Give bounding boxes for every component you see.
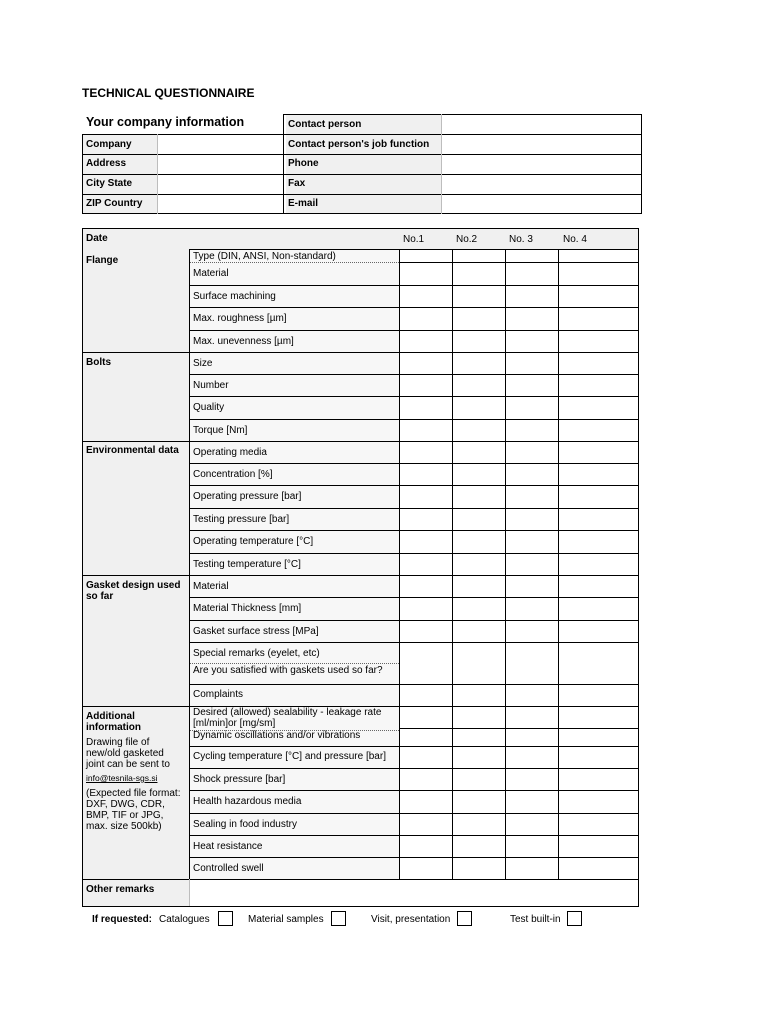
drawing-note-line3: joint can be sent to: [86, 759, 170, 770]
row-flange-type: Type (DIN, ANSI, Non-standard): [193, 251, 336, 262]
row-max-roughness: Max. roughness [µm]: [193, 313, 287, 324]
row-heat-resistance: Heat resistance: [193, 841, 263, 852]
row-bolt-number: Number: [193, 380, 229, 391]
material-samples-checkbox[interactable]: [331, 911, 346, 926]
column-no3: No. 3: [509, 234, 533, 245]
other-remarks-field[interactable]: [190, 880, 637, 905]
document-title: TECHNICAL QUESTIONNAIRE: [82, 86, 255, 100]
test-built-in-checkbox[interactable]: [567, 911, 582, 926]
catalogues-label: Catalogues: [159, 914, 210, 925]
visit-presentation-checkbox[interactable]: [457, 911, 472, 926]
contact-person-field[interactable]: [442, 115, 640, 133]
row-operating-media: Operating media: [193, 447, 267, 458]
row-food-industry: Sealing in food industry: [193, 819, 297, 830]
if-requested-label: If requested:: [92, 914, 153, 925]
date-label: Date: [86, 233, 108, 244]
row-bolt-quality: Quality: [193, 402, 225, 413]
email-field[interactable]: [442, 195, 640, 213]
row-controlled-swell: Controlled swell: [193, 863, 264, 874]
drawing-note-line1: Drawing file of: [86, 737, 150, 748]
row-shock-pressure: Shock pressure [bar]: [193, 774, 286, 785]
section-flange: Flange: [86, 255, 119, 266]
test-built-in-label: Test built-in: [510, 914, 561, 925]
file-format-line4: max. size 500kb): [86, 821, 162, 832]
date-field[interactable]: [190, 229, 398, 248]
row-satisfied: Are you satisfied with gaskets used so far?: [193, 665, 383, 676]
company-info-heading: Your company information: [86, 115, 245, 129]
row-max-unevenness: Max. unevenness [µm]: [193, 336, 294, 347]
section-bolts: Bolts: [86, 357, 111, 368]
row-operating-temperature: Operating temperature [°C]: [193, 536, 314, 547]
row-flange-material: Material: [193, 268, 229, 279]
catalogues-checkbox[interactable]: [218, 911, 233, 926]
column-no4: No. 4: [563, 234, 587, 245]
city-state-field[interactable]: [158, 175, 282, 193]
row-sealability-line1: Desired (allowed) sealability - leakage rate: [193, 707, 382, 718]
row-bolt-size: Size: [193, 358, 213, 369]
contact-person-label: Contact person: [288, 119, 362, 130]
other-remarks-label: Other remarks: [86, 884, 155, 895]
row-special-remarks: Special remarks (eyelet, etc): [193, 648, 320, 659]
section-additional: Additional information: [86, 711, 141, 733]
address-field[interactable]: [158, 155, 282, 173]
email-link[interactable]: info@tesnila-sgs.si: [86, 773, 158, 783]
row-testing-pressure: Testing pressure [bar]: [193, 514, 290, 525]
row-gasket-material: Material: [193, 581, 229, 592]
row-dynamic-oscillations: Dynamic oscillations and/or vibrations: [193, 730, 361, 741]
fax-field[interactable]: [442, 175, 640, 193]
visit-presentation-label: Visit, presentation: [371, 914, 451, 925]
zip-country-field[interactable]: [158, 195, 282, 213]
file-format-line1: (Expected file format:: [86, 788, 181, 799]
row-health-hazardous: Health hazardous media: [193, 796, 302, 807]
row-testing-temperature: Testing temperature [°C]: [193, 559, 301, 570]
city-state-label: City State: [86, 178, 133, 189]
section-gasket-design: Gasket design used so far: [86, 580, 181, 602]
column-no2: No.2: [456, 234, 478, 245]
company-field[interactable]: [158, 135, 282, 153]
job-function-field[interactable]: [442, 135, 640, 153]
phone-label: Phone: [288, 158, 319, 169]
phone-field[interactable]: [442, 155, 640, 173]
drawing-note-line2: new/old gasketed: [86, 748, 164, 759]
zip-country-label: ZIP Country: [86, 198, 143, 209]
company-label: Company: [86, 139, 132, 150]
row-surface-stress: Gasket surface stress [MPa]: [193, 626, 319, 637]
email-label: E-mail: [288, 198, 319, 209]
address-label: Address: [86, 158, 127, 169]
file-format-line3: BMP, TIF or JPG,: [86, 810, 164, 821]
column-no1: No.1: [403, 234, 425, 245]
row-material-thickness: Material Thickness [mm]: [193, 603, 302, 614]
section-environmental: Environmental data: [86, 445, 179, 456]
fax-label: Fax: [288, 178, 306, 189]
job-function-label: Contact person's job function: [288, 139, 430, 150]
row-bolt-torque: Torque [Nm]: [193, 425, 248, 436]
row-operating-pressure: Operating pressure [bar]: [193, 491, 302, 502]
file-format-line2: DXF, DWG, CDR,: [86, 799, 165, 810]
row-concentration: Concentration [%]: [193, 469, 273, 480]
row-sealability-line2: [ml/min]or [mg/sm]: [193, 718, 276, 729]
material-samples-label: Material samples: [248, 914, 324, 925]
row-complaints: Complaints: [193, 689, 244, 700]
row-cycling-temperature: Cycling temperature [°C] and pressure [bar]: [193, 751, 386, 762]
row-surface-machining: Surface machining: [193, 291, 276, 302]
